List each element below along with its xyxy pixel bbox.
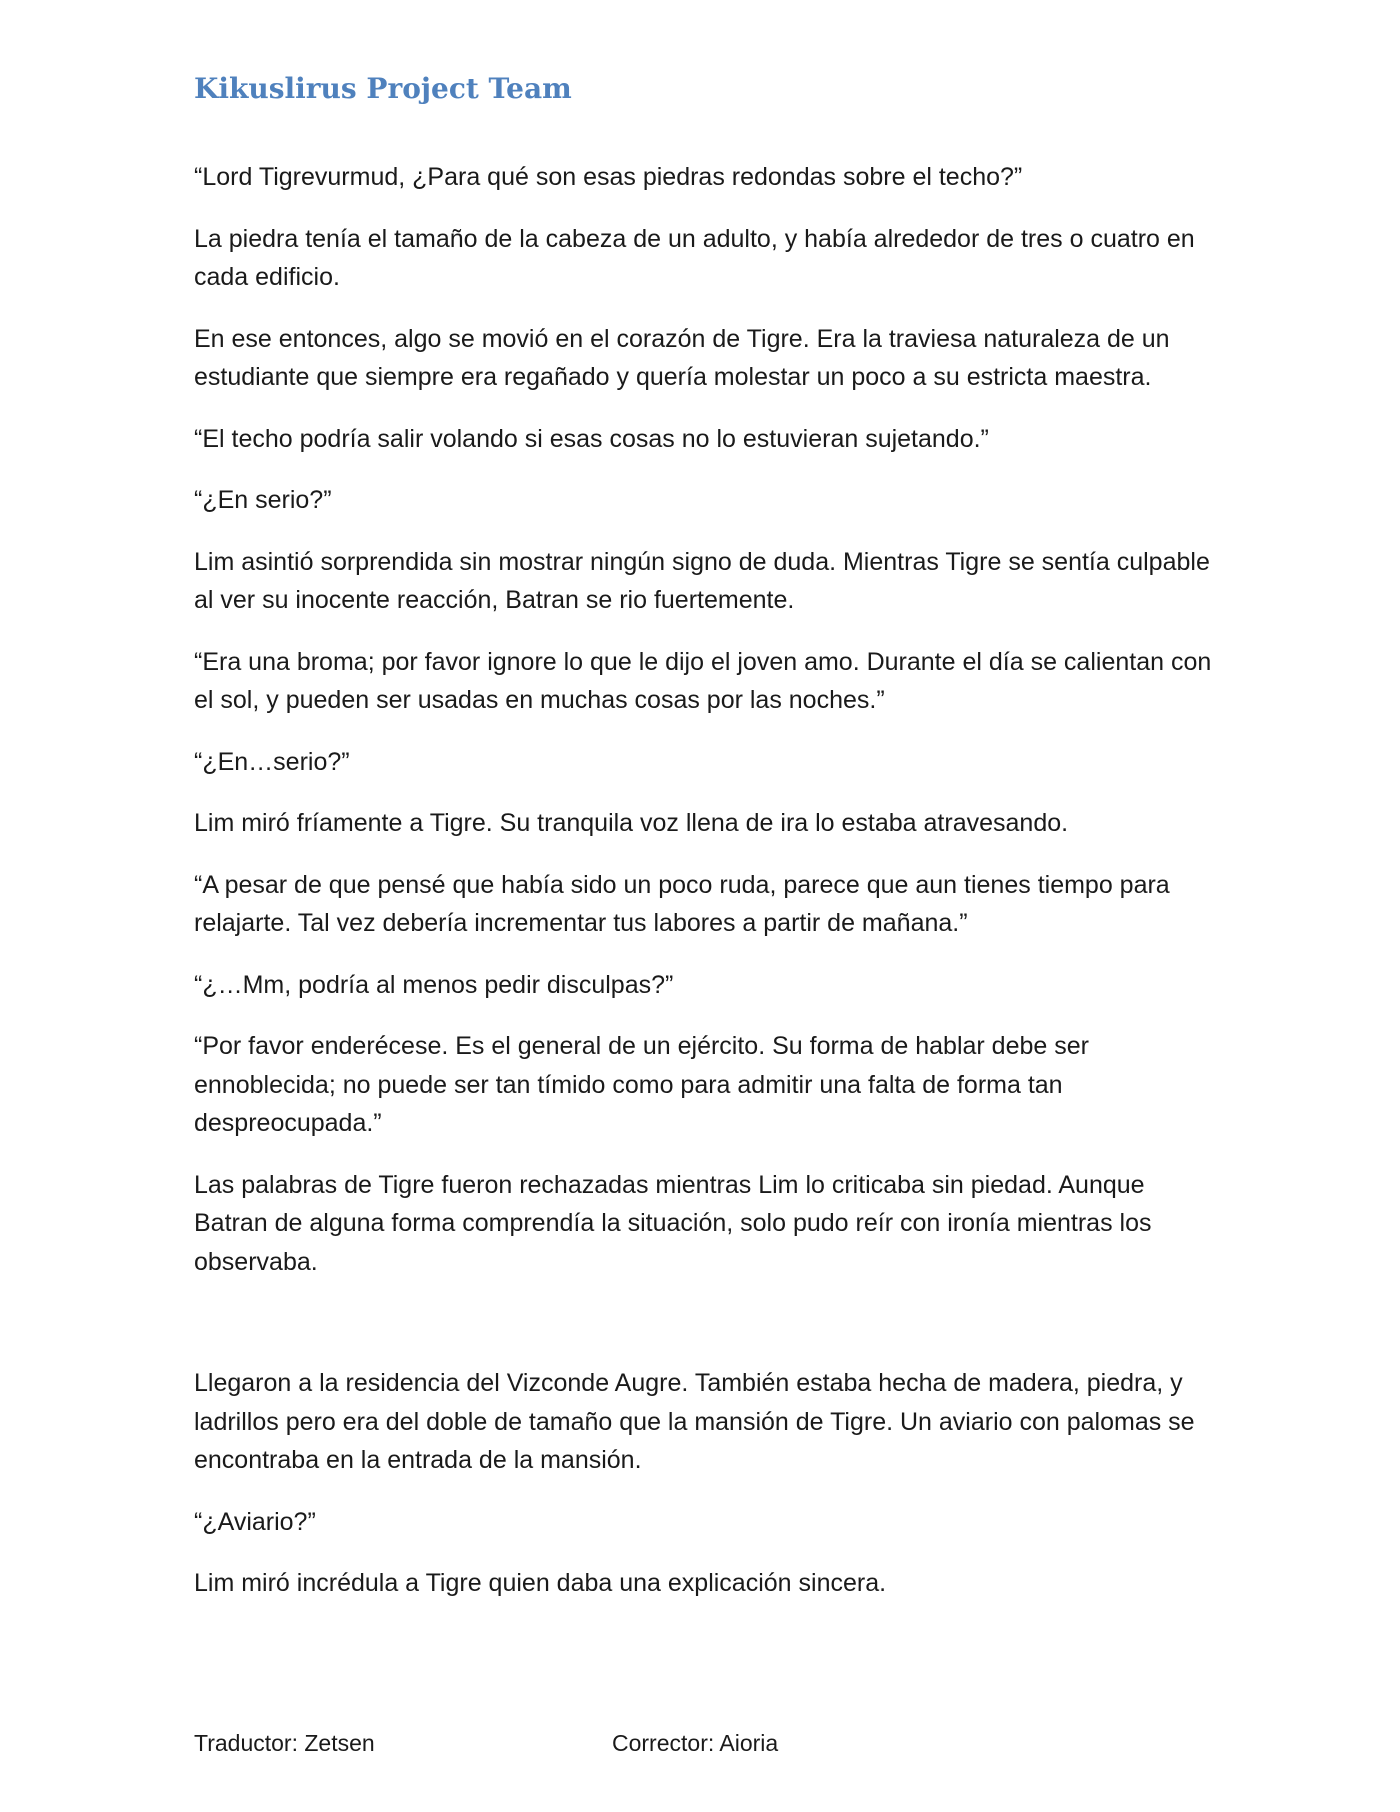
paragraph: La piedra tenía el tamaño de la cabeza de un adulto, y había alrededor de tres o cuatro en cada edificio.	[194, 224, 1195, 291]
paragraph: Las palabras de Tigre fueron rechazadas mientras Lim lo criticaba sin piedad. Aunque Batran de alguna forma comprendía la situación, solo pudo reír con ironía mientras los observaba.	[194, 1170, 1152, 1276]
paragraph: Llegaron a la residencia del Vizconde Augre. También estaba hecha de madera, piedra, y ladrillos pero era del doble de tamaño que la mansión de Tigre. Un aviario con palomas se encontraba en la entrada de la mansión.	[194, 1369, 1195, 1474]
header-title: Kikuslirus Project Team	[194, 72, 572, 105]
paragraph: “¿En serio?”	[194, 486, 332, 514]
paragraph: “El techo podría salir volando si esas cosas no lo estuvieran sujetando.”	[194, 424, 989, 453]
paragraph: “Lord Tigrevurmud, ¿Para qué son esas piedras redondas sobre el techo?”	[194, 163, 1023, 191]
paragraph: “¿Aviario?”	[194, 1507, 316, 1536]
paragraph: “Por favor enderécese. Es el general de un ejército. Su forma de hablar debe ser ennoblecida; no puede ser tan tímido como para admitir una falta de forma tan despreocupada.”	[194, 1032, 1089, 1137]
footer-translator: Traductor: Zetsen	[194, 1730, 375, 1756]
paragraph: Lim miró fríamente a Tigre. Su tranquila voz llena de ira lo estaba atravesando.	[194, 809, 1069, 837]
body-text	[194, 158, 1214, 1626]
paragraph: “A pesar de que pensé que había sido un poco ruda, parece que aun tienes tiempo para relajarte. Tal vez debería incrementar tus labores a partir de mañana.”	[194, 870, 1170, 937]
section-break	[194, 1304, 1214, 1364]
paragraph: Lim miró incrédula a Tigre quien daba una explicación sincera.	[194, 1569, 887, 1597]
paragraph: En ese entonces, algo se movió en el corazón de Tigre. Era la traviesa naturaleza de un estudiante que siempre era regañado y quería molestar un poco a su estricta maestra.	[194, 324, 1170, 391]
footer-corrector: Corrector: Aioria	[612, 1730, 779, 1756]
paragraph: “Era una broma; por favor ignore lo que le dijo el joven amo. Durante el día se calientan con el sol, y pueden ser usadas en muchas cosas por las noches.”	[194, 647, 1212, 714]
paragraph: “¿…Mm, podría al menos pedir disculpas?”	[194, 970, 674, 999]
paragraph: Lim asintió sorprendida sin mostrar ningún signo de duda. Mientras Tigre se sentía culpable al ver su inocente reacción, Batran se rio fuertemente.	[194, 547, 1210, 614]
paragraph: “¿En…serio?”	[194, 747, 350, 776]
